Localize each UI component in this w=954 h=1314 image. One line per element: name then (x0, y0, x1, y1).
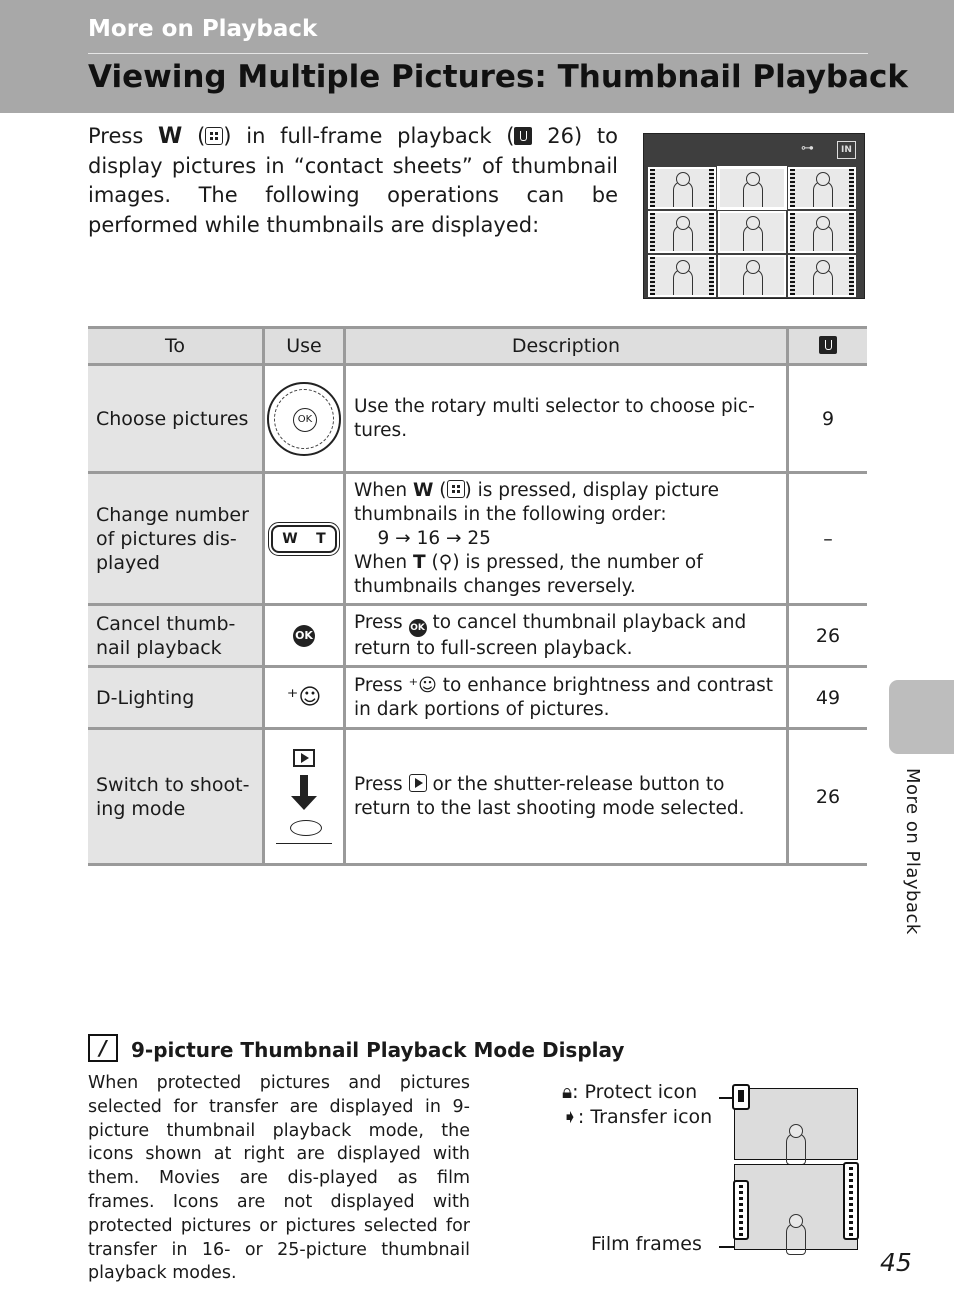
col-header-use: Use (264, 328, 345, 365)
header-divider (88, 53, 868, 54)
thumbnail (718, 211, 786, 253)
row-control (264, 473, 345, 605)
protect-icon (732, 1084, 750, 1110)
shutter-release-icon (276, 818, 332, 844)
intro-text: Press (88, 124, 144, 148)
intro-reference: 26 (547, 124, 574, 148)
w-button-label: W (413, 479, 434, 501)
row-page-reference: 9 (788, 365, 868, 473)
row-description (345, 729, 788, 865)
intro-paragraph: Press W ( ) in full-frame playback ( 26) to display pictures in “contact sheets” of thumbnail images. The following operations can be performed while thumbnails are displayed: (88, 124, 618, 237)
ok-button-icon: OK (293, 625, 315, 647)
ok-button-icon: OK (293, 408, 317, 432)
transfer-icon: ➧ (562, 1106, 578, 1128)
w-label: W (282, 530, 298, 547)
playback-button-icon (293, 749, 315, 767)
page-title: Viewing Multiple Pictures: Thumbnail Playback (88, 59, 909, 95)
row-page-reference: 26 (788, 729, 868, 865)
chapter-side-tab (889, 680, 954, 754)
desc-text: Press (354, 611, 403, 633)
row-description: Use the rotary multi selector to choose pic-tures. (345, 365, 788, 473)
desc-text: Press (354, 674, 403, 696)
thumbnail-example-movie (734, 1164, 858, 1250)
desc-text: Press (354, 773, 403, 795)
row-control (264, 605, 345, 667)
transfer-legend-text: : Transfer icon (577, 1106, 713, 1128)
desc-text: When (354, 551, 408, 573)
table-header-row (88, 328, 867, 365)
magnify-icon: ⚲ (438, 551, 453, 573)
protect-legend (562, 1081, 697, 1103)
thumbnail (718, 167, 786, 209)
arrow-down-icon (291, 775, 317, 810)
col-header-reference (788, 328, 868, 365)
side-chapter-label: More on Playback (902, 768, 923, 935)
protect-icon: 🔒︎ (562, 1081, 573, 1103)
intro-text: ) to display pictures in “contact sheets” of thumbnail images. The following operations can be performed while thumbnails are displayed: (88, 124, 618, 237)
protect-legend-text: : Protect icon (572, 1081, 698, 1103)
row-control (264, 365, 345, 473)
page-reference-icon (514, 127, 532, 145)
table-row (88, 365, 867, 473)
film-frame-left (733, 1180, 749, 1240)
thumbnail-grid-icon (205, 127, 223, 145)
note-body: When protected pictures and pictures selected for transfer are displayed in 9-picture thumbnail playback mode, the icons shown at right are displayed with them. Movies are dis-played as film frames. Icons are not displayed with protected pictures or pictures selected for transfer in 16- or 25-picture thumbnail playback modes. (88, 1073, 470, 1284)
row-action: D-Lighting (88, 667, 264, 729)
row-description (345, 605, 788, 667)
table-row (88, 605, 867, 667)
t-button-label: T (413, 551, 426, 573)
page-reference-icon (819, 336, 837, 354)
thumbnail-grid-icon (447, 480, 465, 498)
thumbnail-grid (648, 167, 860, 297)
desc-text: is pressed, the number of thumbnails changes reversely. (354, 551, 703, 597)
row-action: Cancel thumb-nail playback (88, 605, 264, 667)
table-row (88, 667, 867, 729)
thumbnail-example-protected (734, 1088, 858, 1160)
row-control (264, 667, 345, 729)
row-action: Choose pictures (88, 365, 264, 473)
playback-button-icon (409, 774, 427, 792)
lcd-status-bar (644, 134, 864, 166)
operations-table (88, 326, 867, 866)
row-page-reference: 49 (788, 667, 868, 729)
col-header-to: To (88, 328, 264, 365)
w-button-label: W (158, 124, 183, 149)
section-title: More on Playback (88, 16, 318, 42)
table-row (88, 729, 867, 865)
note-title: 9-picture Thumbnail Playback Mode Display (131, 1038, 625, 1062)
row-page-reference: – (788, 473, 868, 605)
desc-text: When (354, 479, 408, 501)
ok-button-icon: OK (409, 619, 427, 637)
desc-text: to enhance brightness and contrast in dark portions of pictures. (354, 674, 773, 720)
thumbnail (648, 211, 716, 253)
row-page-reference: 26 (788, 605, 868, 667)
row-control (264, 729, 345, 865)
zoom-control-icon (271, 525, 337, 553)
thumbnail-sequence: 9 → 16 → 25 (377, 527, 491, 549)
t-label: T (316, 530, 326, 547)
shooting-mode-controls (265, 749, 343, 844)
d-lighting-icon: ⁺☺ (408, 674, 437, 696)
note-pencil-icon: / (88, 1034, 118, 1062)
col-header-description: Description (345, 328, 788, 365)
lcd-thumbnail-screen (643, 133, 865, 299)
thumbnail (648, 167, 716, 209)
row-action: Switch to shoot-ing mode (88, 729, 264, 865)
desc-text: is pressed, display picture thumbnails in the following order: (354, 479, 719, 525)
thumbnail (788, 167, 856, 209)
film-frame-right (843, 1162, 859, 1240)
page-number: 45 (880, 1248, 912, 1277)
rotary-multi-selector-icon (267, 382, 341, 456)
transfer-legend (562, 1106, 712, 1128)
internal-memory-icon: IN (837, 141, 856, 159)
protect-leader-line (719, 1097, 733, 1099)
table-row (88, 473, 867, 605)
thumbnail (718, 255, 786, 297)
row-description: When W ( ) is pressed, display picture thumbnails in the following order: 9 → 16 → 25 When T (⚲) is pressed, the number of thumbnails changes reversely. (345, 473, 788, 605)
desc-text: or the shutter-release button to return to the last shooting mode selected. (354, 773, 745, 819)
thumbnail (788, 255, 856, 297)
transfer-status-icon: ⊶ (801, 141, 814, 156)
row-action: Change number of pictures dis-played (88, 473, 264, 605)
thumbnail (788, 211, 856, 253)
film-frames-legend: Film frames (591, 1233, 702, 1255)
intro-text: in full-frame playback ( (246, 124, 515, 148)
desc-text: to cancel thumbnail playback and return to full-screen playback. (354, 611, 747, 659)
row-description (345, 667, 788, 729)
chapter-header (0, 0, 954, 113)
thumbnail (648, 255, 716, 297)
d-lighting-icon: ⁺☺ (286, 685, 322, 710)
